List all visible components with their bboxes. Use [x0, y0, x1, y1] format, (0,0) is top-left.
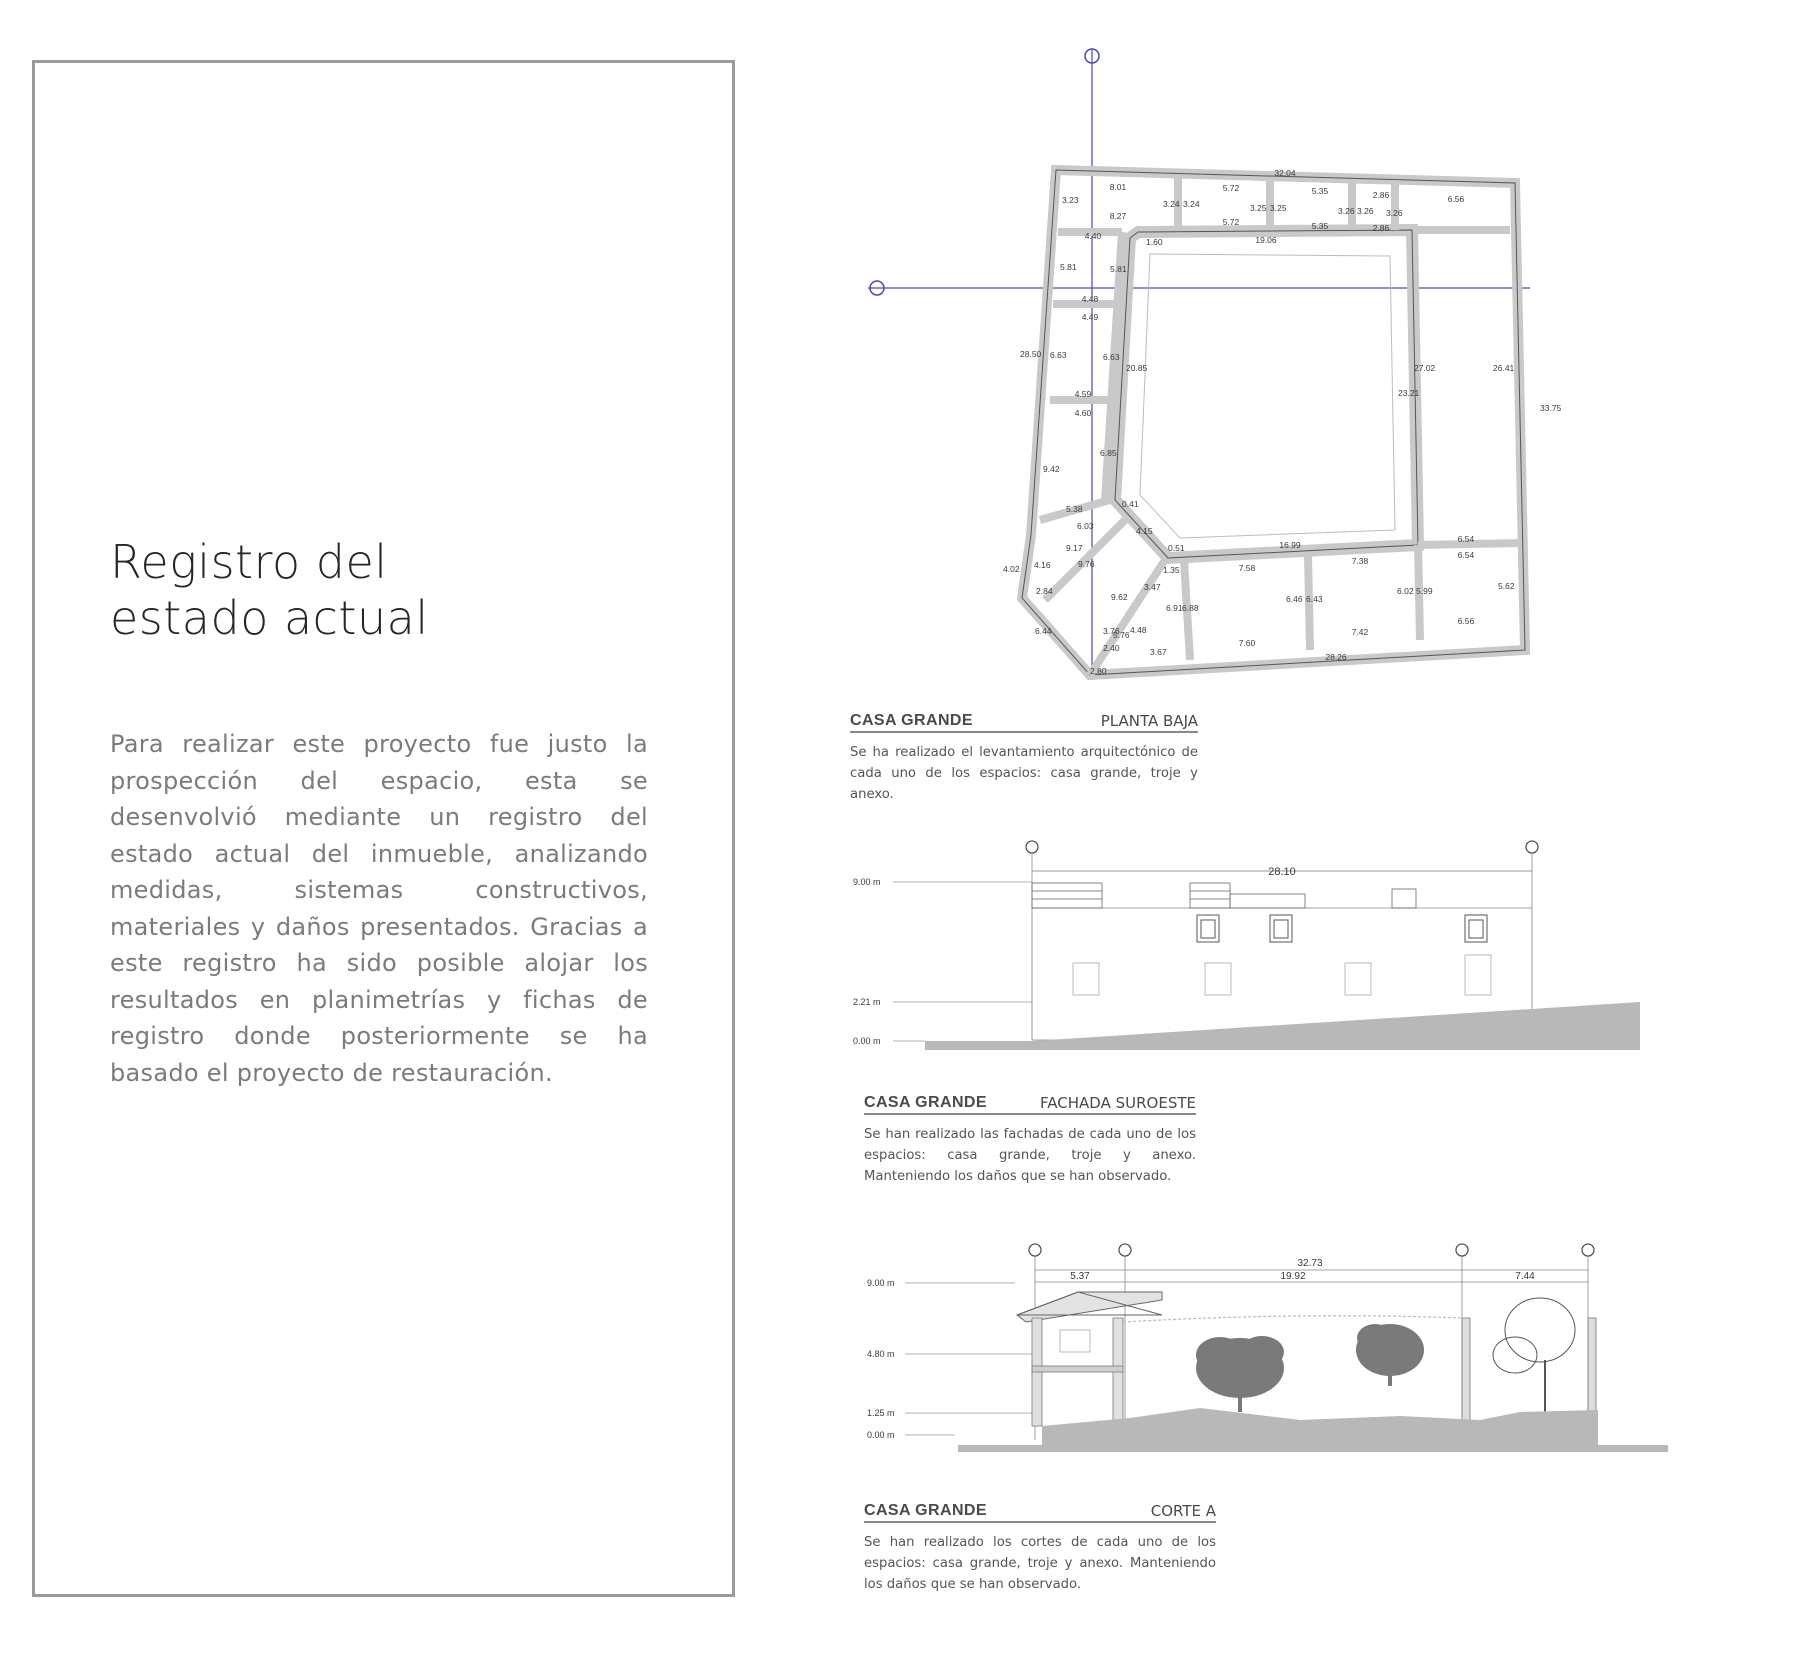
facade-lower-openings: [1073, 955, 1491, 995]
plan-caption-description: Se ha realizado el levantamiento arquitectónico de cada uno de los espacios: casa grande, troje y anexo.: [850, 745, 1198, 802]
section-caption: [864, 1502, 1216, 1595]
dim-label: 1.35: [1163, 565, 1180, 575]
dim-label: 2.86: [1372, 190, 1390, 200]
dim-label: 6.03: [1077, 521, 1094, 531]
section-tree-right: [1493, 1298, 1575, 1428]
dim-label: 6.88: [1182, 603, 1199, 613]
facade-windows: [1197, 915, 1487, 942]
facade-caption: [864, 1094, 1196, 1187]
facade-level-base: 0.00 m: [853, 1036, 881, 1046]
dim-label: 5.81: [1110, 264, 1127, 274]
dim-label: 8.27: [1109, 211, 1127, 221]
dim-label: 5.35: [1311, 221, 1329, 231]
section-tree-left: [1196, 1336, 1284, 1412]
dim-label: 23.21: [1398, 388, 1420, 398]
section-caption-name: CASA GRANDE: [864, 1502, 987, 1519]
section-top-wall-line: [1123, 1316, 1462, 1322]
dim-label: 4.02: [1003, 564, 1020, 574]
dim-label: 3.25: [1250, 203, 1267, 213]
dim-label: 7.58: [1238, 563, 1256, 573]
facade-width-dim: 28.10: [1268, 866, 1296, 878]
dim-label: 28.26: [1325, 652, 1347, 662]
dim-label: 7.42: [1351, 627, 1369, 637]
dim-label: 6.85: [1100, 448, 1117, 458]
section-level-mid: 4.80 m: [867, 1349, 895, 1359]
dim-label: 4.15: [1136, 526, 1153, 536]
section-levels: [867, 1278, 1035, 1440]
dim-label: 3.24: [1163, 199, 1180, 209]
dim-label: 6.54: [1457, 550, 1475, 560]
plan-caption: [850, 712, 1198, 805]
section-dim-total: 32.73: [1297, 1258, 1323, 1269]
dim-label: 2.86: [1372, 223, 1390, 233]
facade-caption-description: Se han realizado las fachadas de cada uno de los espacios: casa grande, troje y anexo. Manteniendo los daños que se han observado.: [864, 1127, 1196, 1184]
page-title: [110, 534, 670, 646]
facade-parapet-bricks: [1032, 883, 1416, 908]
dim-label: 5.35: [1311, 186, 1329, 196]
facade-drawing: [850, 835, 1650, 1060]
dim-label: 6.63: [1103, 352, 1120, 362]
dim-label: 4.48: [1081, 294, 1099, 304]
plan-courtyard-inner: [1140, 254, 1395, 538]
facade-level-mid: 2.21 m: [853, 997, 881, 1007]
floor-plan-drawing: [850, 40, 1570, 690]
dim-label: 3.47: [1144, 582, 1161, 592]
dim-label: 9.42: [1043, 464, 1060, 474]
dim-label: 9.76: [1078, 559, 1095, 569]
dim-label: 5.76: [1113, 630, 1130, 640]
dim-label: 8.01: [1109, 182, 1127, 192]
dim-label: 6.54: [1457, 534, 1475, 544]
dim-label: 33.75: [1540, 403, 1562, 413]
facade-levels: [853, 877, 1032, 1046]
facade-level-top: 9.00 m: [853, 877, 881, 887]
dim-label: 5.62: [1498, 581, 1515, 591]
facade-axis-marker-right: [1526, 841, 1538, 853]
section-ground-slab: [958, 1445, 1668, 1452]
intro-paragraph: Para realizar este proyecto fue justo la prospección del espacio, esta se desenvolvió mediante un registro del estado actual del inmueble, analizando medidas, sistemas constructivos, materiales y daños presentados. Gracias a este registro ha sido posible alojar los resultados en planimetrías y fichas de registro donde posteriormente se ha basado el proyecto de restauración.: [110, 730, 648, 1087]
dim-label: 7.38: [1351, 556, 1369, 566]
plan-caption-name: CASA GRANDE: [850, 712, 973, 729]
section-caption-view: CORTE A: [1150, 1502, 1216, 1520]
title-line-2: estado actual: [110, 591, 429, 645]
facade-caption-name: CASA GRANDE: [864, 1094, 987, 1111]
dim-label: 5.99: [1416, 586, 1433, 596]
plan-caption-header: [850, 712, 1198, 733]
dim-label: 0.41: [1122, 499, 1139, 509]
dim-label: 4.49: [1081, 312, 1099, 322]
dim-label: 4.60: [1074, 408, 1092, 418]
dim-label: 2.84: [1036, 586, 1053, 596]
section-drawing: [860, 1240, 1670, 1455]
dim-label: 3.67: [1150, 647, 1167, 657]
section-caption-description: Se han realizado los cortes de cada uno de los espacios: casa grande, troje y anexo. Manteniendo los daños que se han observado.: [864, 1535, 1216, 1592]
title-line-1: Registro del: [110, 535, 388, 589]
section-dim-b: 19.92: [1280, 1271, 1306, 1282]
dim-label: 20.85: [1126, 363, 1148, 373]
section-column-right-a: [1462, 1318, 1470, 1428]
dim-label: 7.60: [1238, 638, 1256, 648]
plan-courtyard-walls: [1115, 230, 1418, 558]
facade-axis-marker-left: [1026, 841, 1038, 853]
section-tree-center: [1356, 1324, 1424, 1386]
section-axis-markers: [1029, 1244, 1594, 1256]
dim-label: 4.48: [1130, 625, 1147, 635]
dim-label: 6.02: [1397, 586, 1414, 596]
dim-label: 6.91: [1166, 603, 1183, 613]
dim-label: 16.99: [1279, 540, 1301, 550]
dim-label: 9.17: [1066, 543, 1083, 553]
dim-label: 27.02: [1414, 363, 1436, 373]
dim-label: 3.26: [1386, 208, 1403, 218]
section-house: [1017, 1292, 1162, 1426]
plan-dimension-labels: [1003, 168, 1562, 676]
plan-outer-walls: [1022, 170, 1525, 675]
dim-label: 19.06: [1255, 235, 1277, 245]
dim-label: 6.56: [1457, 616, 1475, 626]
dim-label: 3.23: [1062, 195, 1079, 205]
dim-label: 26.41: [1493, 363, 1515, 373]
dim-label: 6.63: [1050, 350, 1067, 360]
dim-label: 6.56: [1447, 194, 1465, 204]
plan-outer-edge: [1022, 170, 1525, 675]
dim-label: 6.43: [1306, 594, 1323, 604]
dim-label: 6.44: [1035, 626, 1052, 636]
plan-caption-view: PLANTA BAJA: [1100, 712, 1198, 730]
dim-label: 2.40: [1103, 643, 1120, 653]
section-caption-header: [864, 1502, 1216, 1523]
dim-label: 3.26: [1357, 206, 1374, 216]
dim-label: 3.76: [1103, 626, 1120, 636]
dim-label: 5.72: [1222, 183, 1240, 193]
dim-label: 9.62: [1111, 592, 1128, 602]
dim-label: 2.80: [1090, 666, 1107, 676]
dim-label: 5.72: [1222, 217, 1240, 227]
dim-label: 4.16: [1034, 560, 1051, 570]
facade-caption-header: [864, 1094, 1196, 1115]
dim-label: 5.81: [1060, 262, 1077, 272]
dim-label: 32.04: [1274, 168, 1296, 178]
dim-label: 28.50: [1020, 349, 1042, 359]
dim-label: 4.59: [1074, 389, 1092, 399]
section-level-low: 1.25 m: [867, 1408, 895, 1418]
section-dim-c: 7.44: [1515, 1271, 1535, 1282]
dim-label: 6.46: [1286, 594, 1303, 604]
facade-caption-view: FACHADA SUROESTE: [1040, 1094, 1196, 1112]
dim-label: 3.24: [1183, 199, 1200, 209]
section-level-base: 0.00 m: [867, 1430, 895, 1440]
section-level-top: 9.00 m: [867, 1278, 895, 1288]
section-dim-a: 5.37: [1070, 1271, 1090, 1282]
dim-label: 1.60: [1146, 237, 1163, 247]
dim-label: 5.38: [1066, 504, 1083, 514]
dim-label: 4.40: [1084, 231, 1102, 241]
dim-label: 3.26: [1338, 206, 1355, 216]
plan-courtyard-edge: [1115, 230, 1418, 558]
dim-label: 0.51: [1168, 543, 1185, 553]
dim-label: 3.25: [1270, 203, 1287, 213]
